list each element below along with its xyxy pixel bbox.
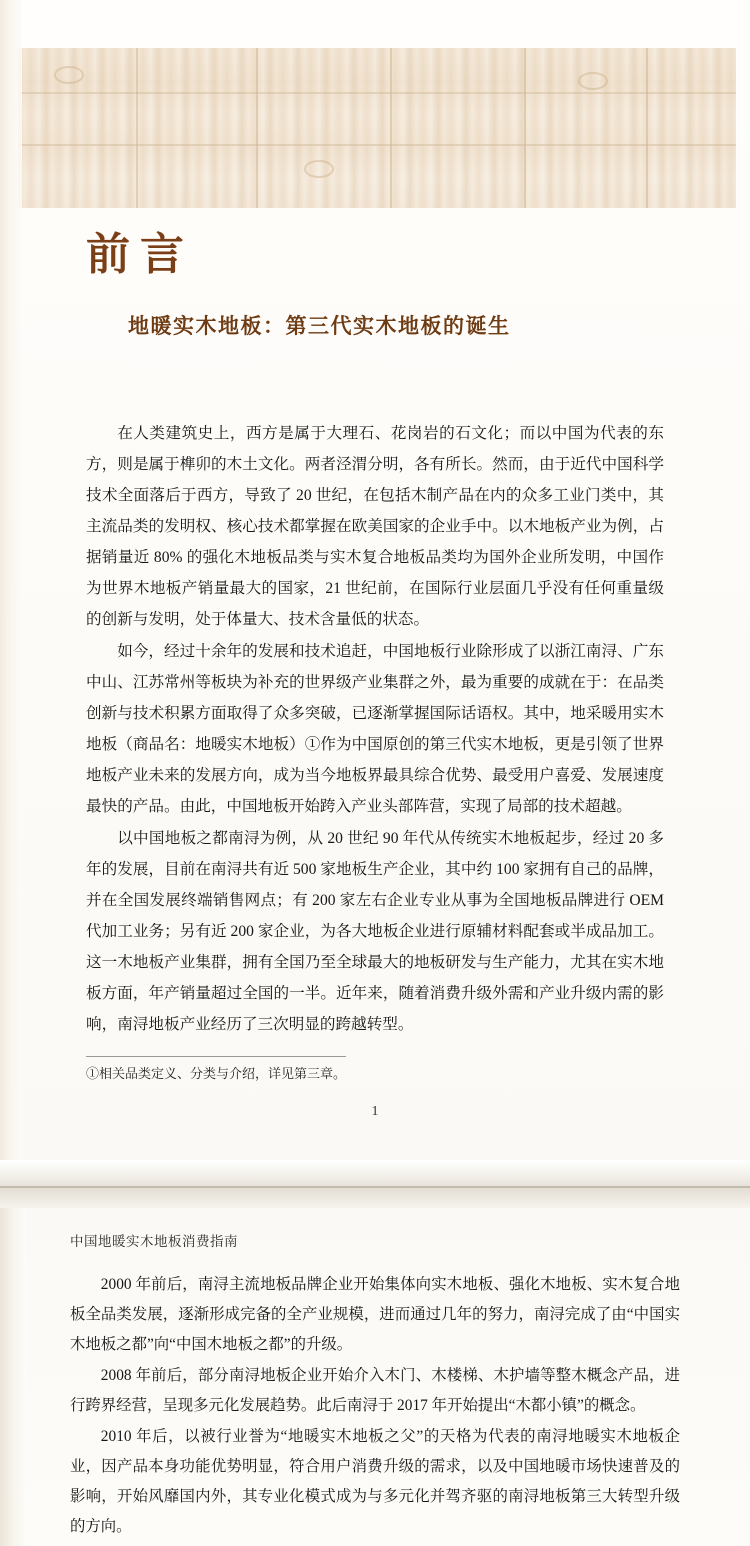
section-title: 地暖实木地板：第三代实木地板的诞生 xyxy=(128,314,511,338)
wood-knot-icon xyxy=(578,72,608,90)
page-gutter xyxy=(0,1160,750,1208)
wood-plank-seam xyxy=(390,48,392,208)
page-two xyxy=(0,1208,750,1546)
page-number: 1 xyxy=(371,1104,379,1119)
page-two-body xyxy=(70,1270,680,1543)
wood-knot-icon xyxy=(54,66,84,84)
footnote-divider xyxy=(86,1056,346,1057)
wood-plank-seam xyxy=(18,92,736,94)
wood-plank-seam xyxy=(524,48,526,208)
wood-texture-banner xyxy=(18,48,736,208)
paragraph: 以中国地板之都南浔为例，从 20 世纪 90 年代从传统实木地板起步，经过 20 多年的发展，目前在南浔共有近 500 家地板生产企业，其中约 100 家拥有自己的品牌，并在全国发展终端销售网点；有 200 家左右企业专业从事为全国地板品牌进行 OEM 代加工业务；另有近 200 家企业，为各大地板企业进行原辅材料配套或半成品加工。这一木地板产业集群，拥有全国乃至全球最大的地板研发与生产能力，尤其在实木地板方面，年产销量超过全国的一半。近年来，随着消费升级外需和产业升级内需的影响，南浔地板产业经历了三次明显的跨越转型。 xyxy=(86,830,664,1033)
running-head: 中国地暖实木地板消费指南 xyxy=(70,1234,238,1249)
paragraph: 2010 年后，以被行业誉为“地暖实木地板之父”的天格为代表的南浔地暖实木地板企业，因产品本身功能优势明显，符合用户消费升级的需求，以及中国地暖市场快速普及的影响，开始风靡国内外，其专业化模式成为与多元化并驾齐驱的南浔地板第三大转型升级的方向。 xyxy=(70,1428,680,1535)
paragraph: 2000 年前后，南浔主流地板品牌企业开始集体向实木地板、强化木地板、实木复合地板全品类发展，逐渐形成完备的全产业规模，进而通过几年的努力，南浔完成了由“中国实木地板之都”向“中国木地板之都”的升级。 xyxy=(70,1276,680,1353)
wood-plank-seam xyxy=(256,48,258,208)
wood-knot-icon xyxy=(304,160,334,178)
wood-plank-seam xyxy=(18,144,736,146)
wood-plank-seam xyxy=(136,48,138,208)
chapter-title: 前言 xyxy=(86,229,194,280)
paragraph: 2008 年前后，部分南浔地板企业开始介入木门、木楼梯、木护墙等整木概念产品，进行跨界经营，呈现多元化发展趋势。此后南浔于 2017 年开始提出“木都小镇”的概念。 xyxy=(70,1367,680,1414)
paragraph: 如今，经过十余年的发展和技术追赶，中国地板行业除形成了以浙江南浔、广东中山、江苏常州等板块为补充的世界级产业集群之外，最为重要的成就在于：在品类创新与技术积累方面取得了众多突破，已逐渐掌握国际话语权。其中，地采暖用实木地板（商品名：地暖实木地板）①作为中国原创的第三代实木地板，更是引领了世界地板产业未来的发展方向，成为当今地板界最具综合优势、最受用户喜爱、发展速度最快的产品。由此，中国地板开始跨入产业头部阵营，实现了局部的技术超越。 xyxy=(86,643,664,815)
paragraph: 在人类建筑史上，西方是属于大理石、花岗岩的石文化；而以中国为代表的东方，则是属于榫卯的木土文化。两者泾渭分明，各有所长。然而，由于近代中国科学技术全面落后于西方，导致了 20 世纪，在包括木制产品在内的众多工业门类中，其主流品类的发明权、核心技术都掌握在欧美国家的企业手中。以木地板产业为例，占据销量近 80% 的强化木地板品类与实木复合地板品类均为国外企业所发明，中国作为世界木地板产销量最大的国家，21 世纪前，在国际行业层面几乎没有任何重量级的创新与发明，处于体量大、技术含量低的状态。 xyxy=(86,425,664,628)
footnote-text: ①相关品类定义、分类与介绍，详见第三章。 xyxy=(86,1066,347,1081)
wood-plank-seam xyxy=(646,48,648,208)
page-one-body xyxy=(86,418,664,1041)
